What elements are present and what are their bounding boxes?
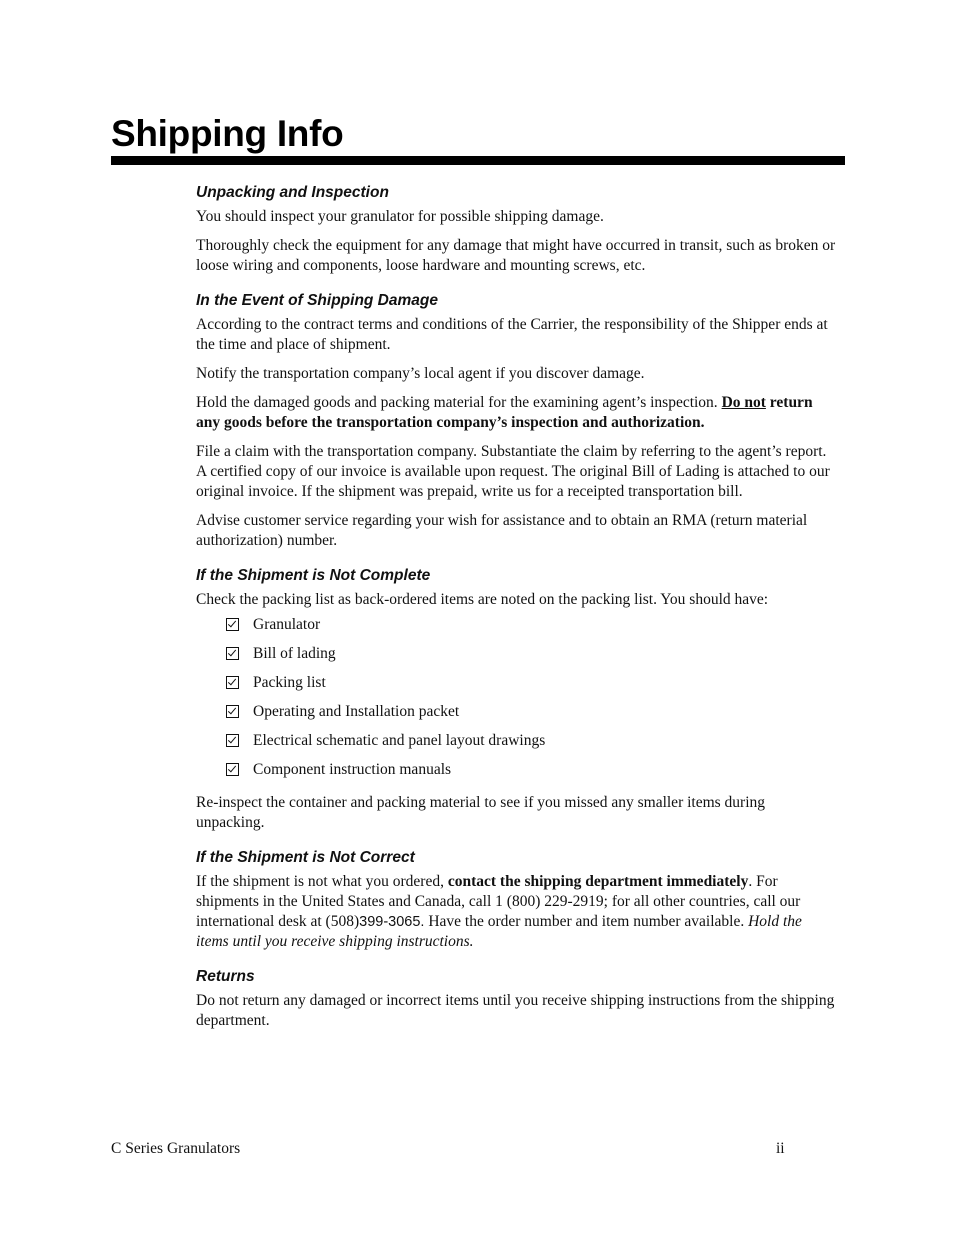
- document-body: [196, 182, 836, 1045]
- paragraph: Do not return any damaged or incorrect items until you receive shipping instructions from the shipping department.: [196, 992, 835, 1029]
- text-run: If the shipment is not what you ordered,: [196, 873, 448, 890]
- section-unpacking: [196, 182, 836, 276]
- section-heading: Returns: [196, 968, 255, 985]
- checked-box-icon: [226, 705, 239, 718]
- paragraph: You should inspect your granulator for possible shipping damage.: [196, 208, 604, 225]
- paragraph: [196, 393, 836, 433]
- paragraph: Thoroughly check the equipment for any damage that might have occurred in transit, such as broken or loose wiring and components, loose hardware and mounting screws, etc.: [196, 237, 836, 274]
- paragraph: Check the packing list as back-ordered items are noted on the packing list. You should have:: [196, 591, 769, 608]
- section-heading: If the Shipment is Not Correct: [196, 849, 415, 866]
- checked-box-icon: [226, 676, 239, 689]
- checked-box-icon: [226, 734, 239, 747]
- list-item: [226, 697, 836, 726]
- section-heading: In the Event of Shipping Damage: [196, 292, 438, 309]
- list-item-label: Component instruction manuals: [253, 760, 452, 778]
- section-heading: If the Shipment is Not Complete: [196, 567, 431, 584]
- list-item-label: Packing list: [253, 673, 326, 691]
- section-returns: [196, 966, 836, 1031]
- text-run: Have the order number and item number available.: [424, 913, 749, 930]
- section-heading: Unpacking and Inspection: [196, 184, 389, 201]
- text-run: Hold the damaged goods and packing material for the examining agent’s inspection.: [196, 394, 722, 411]
- paragraph: File a claim with the transportation company. Substantiate the claim by referring to the agent’s report. A certified copy of our invoice is available upon request. The original Bill of Lading is attached to our original invoice. If the shipment was prepaid, write us for a receipted transportation bill.: [196, 443, 830, 500]
- list-item: [226, 755, 836, 784]
- list-item: [226, 726, 836, 755]
- checked-box-icon: [226, 647, 239, 660]
- text-run: . For shipments in the United States and Canada, call 1 (800) 229-2919; for all other countries, call our international desk at (508): [196, 873, 801, 930]
- paragraph: [196, 872, 836, 952]
- list-item-label: Bill of lading: [253, 644, 336, 662]
- page-title: Shipping Info: [111, 113, 344, 154]
- list-item-label: Electrical schematic and panel layout drawings: [253, 731, 546, 749]
- section-not-correct: [196, 847, 836, 952]
- paragraph: According to the contract terms and conditions of the Carrier, the responsibility of the Shipper ends at the time and place of shipment.: [196, 316, 828, 353]
- title-rule: [111, 156, 845, 165]
- list-item: [226, 610, 836, 639]
- page-number: ii: [776, 1140, 785, 1157]
- list-item: [226, 668, 836, 697]
- phone-number: 399-3065.: [359, 914, 425, 930]
- paragraph: Notify the transportation company’s local agent if you discover damage.: [196, 365, 645, 382]
- checklist: [226, 610, 836, 784]
- list-item-label: Operating and Installation packet: [253, 702, 460, 720]
- checked-box-icon: [226, 763, 239, 776]
- section-shipping-damage: [196, 290, 836, 551]
- paragraph: Re-inspect the container and packing material to see if you missed any smaller items during unpacking.: [196, 794, 766, 831]
- section-not-complete: [196, 565, 836, 833]
- warning-text: return any goods before the transportation company’s inspection and authorization.: [196, 394, 813, 431]
- list-item-label: Granulator: [253, 615, 321, 633]
- list-item: [226, 639, 836, 668]
- italic-note: Hold the items until you receive shipping instructions.: [196, 913, 802, 950]
- emphasis-text: contact the shipping department immediately: [447, 873, 749, 890]
- checked-box-icon: [226, 618, 239, 631]
- warning-text: Do not: [721, 394, 766, 411]
- footer-title: C Series Granulators: [111, 1140, 241, 1157]
- paragraph: Advise customer service regarding your wish for assistance and to obtain an RMA (return material authorization) number.: [196, 512, 808, 549]
